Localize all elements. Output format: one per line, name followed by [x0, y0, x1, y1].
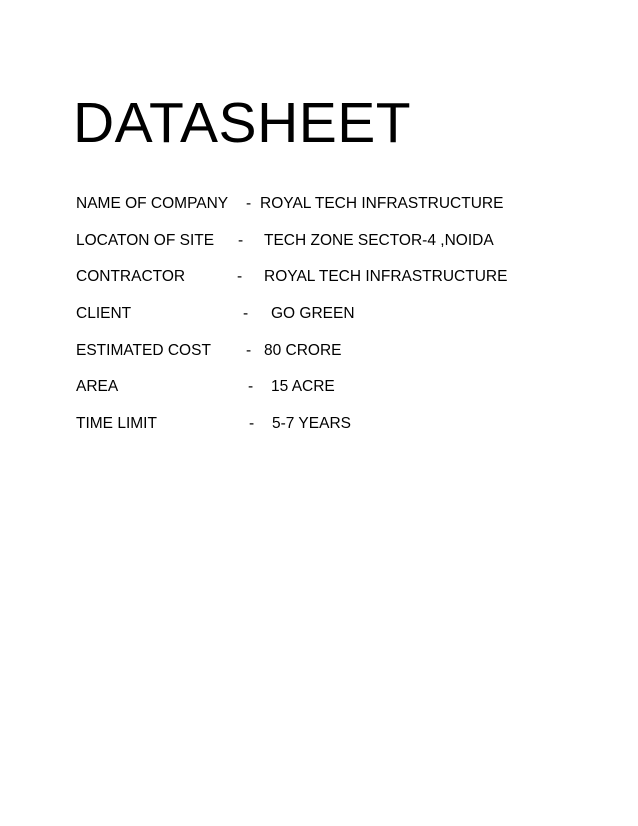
- field-value: TECH ZONE SECTOR-4 ,NOIDA: [264, 232, 494, 249]
- field-separator: -: [248, 378, 254, 395]
- field-value: 80 CRORE: [264, 342, 342, 359]
- field-separator: -: [237, 268, 243, 285]
- field-value: ROYAL TECH INFRASTRUCTURE: [260, 195, 504, 212]
- field-label: ESTIMATED COST: [76, 342, 211, 359]
- field-label: TIME LIMIT: [76, 415, 157, 432]
- field-row-area: [76, 375, 616, 399]
- field-label: AREA: [76, 378, 119, 395]
- field-row-contractor: [76, 265, 616, 289]
- document-title: DATASHEET: [73, 91, 412, 155]
- field-label: CLIENT: [76, 305, 132, 322]
- field-separator: -: [249, 415, 255, 432]
- field-row-company: [76, 192, 616, 216]
- field-row-client: [76, 302, 616, 326]
- field-separator: -: [238, 232, 244, 249]
- field-row-estimated-cost: [76, 339, 616, 363]
- field-row-site-location: [76, 229, 616, 253]
- field-label: CONTRACTOR: [76, 268, 186, 285]
- field-label: NAME OF COMPANY: [76, 195, 229, 212]
- field-label: LOCATON OF SITE: [76, 232, 215, 249]
- field-separator: -: [243, 305, 249, 322]
- field-value: ROYAL TECH INFRASTRUCTURE: [264, 268, 508, 285]
- field-separator: -: [246, 342, 252, 359]
- field-separator: -: [246, 195, 252, 212]
- field-value: 15 ACRE: [271, 378, 335, 395]
- field-value: GO GREEN: [271, 305, 355, 322]
- field-row-time-limit: [76, 412, 616, 436]
- field-value: 5-7 YEARS: [272, 415, 351, 432]
